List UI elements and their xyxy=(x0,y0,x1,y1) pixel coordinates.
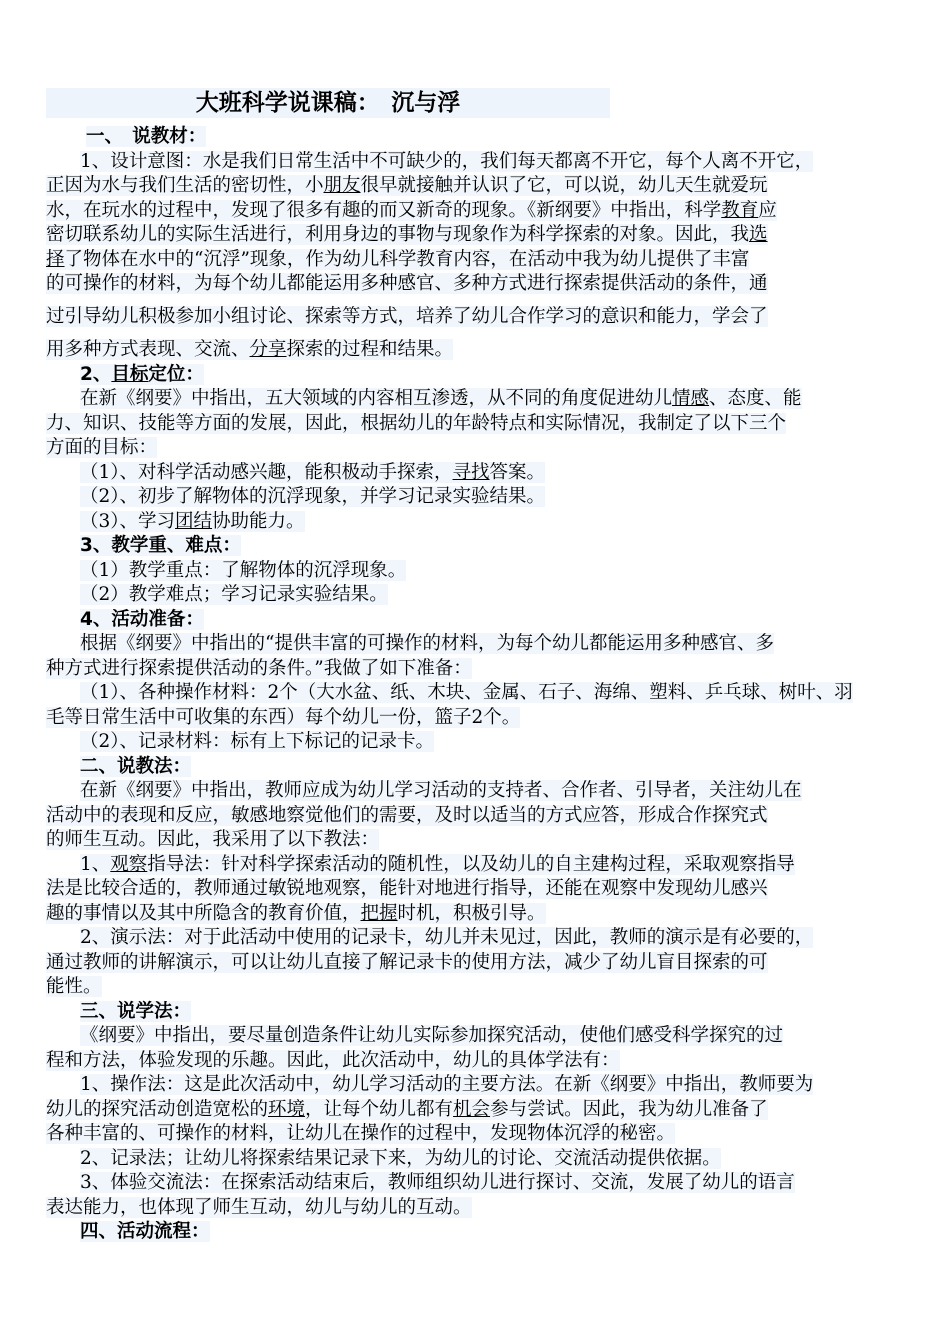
line-text xyxy=(80,682,853,703)
paragraph-line xyxy=(46,1049,910,1073)
text-run: （2）、记录材料：标有上下标记的记录卡。 xyxy=(80,731,435,752)
paragraph-line xyxy=(46,1147,910,1171)
line-text xyxy=(80,1148,721,1169)
underlined-term: 观察 xyxy=(110,853,148,875)
text-run: 水，在玩水的过程中，发现了很多有趣的而又新奇的现象。《新纲要》中指出，科学 xyxy=(46,199,722,221)
text-run: 力、知识、技能等方面的发展，因此，根据幼儿的年龄特点和实际情况，我制定了以下三个 xyxy=(46,412,787,434)
section-heading xyxy=(46,1000,910,1024)
line-text xyxy=(80,462,545,483)
text-run: （1）教学重点：了解物体的沉浮现象。 xyxy=(80,559,407,581)
key-point xyxy=(46,583,910,607)
underlined-term: 寻找 xyxy=(452,461,490,483)
paragraph-line xyxy=(46,387,910,411)
line-text xyxy=(80,1172,795,1193)
underlined-term: 目标 xyxy=(111,363,149,385)
text-run: 四、活动流程： xyxy=(80,1221,210,1242)
text-run: 在新《纲要》中指出，教师应成为幼儿学习活动的支持者、合作者、引导者，关注幼儿在 xyxy=(80,780,802,801)
line-text xyxy=(46,805,768,826)
underlined-term: 情感 xyxy=(672,388,710,409)
text-run: 通过教师的讲解演示，可以让幼儿直接了解记录卡的使用方法，减少了幼儿盲目探索的可 xyxy=(46,951,768,973)
paragraph-line xyxy=(46,975,910,999)
text-run: 很早就接触并认识了它，可以说，幼儿天生就爱玩 xyxy=(360,175,768,196)
line-text xyxy=(46,1197,472,1218)
underlined-term: 机会 xyxy=(453,1098,491,1120)
text-run: 时机，积极引导。 xyxy=(397,902,546,924)
line-text xyxy=(46,413,786,434)
text-run: 过引导幼儿积极参加小组讨论、探索等方式，培养了幼儿合作学习的意识和能力，学会了 xyxy=(46,306,768,327)
line-text xyxy=(80,1001,191,1022)
text-run: 的师生互动。因此，我采用了以下教法： xyxy=(46,829,380,850)
paragraph-line xyxy=(46,248,910,272)
line-text xyxy=(46,175,768,196)
section-heading xyxy=(46,125,910,149)
text-run: 定位： xyxy=(148,363,204,385)
line-text xyxy=(46,658,472,679)
text-run: 协助能力。 xyxy=(212,510,305,532)
paragraph-line xyxy=(46,706,910,730)
text-run: 能性。 xyxy=(46,976,102,997)
paragraph-line xyxy=(46,902,910,926)
line-text xyxy=(80,609,204,630)
line-text xyxy=(46,829,379,850)
underlined-term: 朋友 xyxy=(323,175,361,196)
paragraph-line xyxy=(46,150,910,174)
paragraph-line xyxy=(46,926,910,950)
text-run: 答案。 xyxy=(489,461,546,483)
line-text xyxy=(80,364,204,385)
line-text xyxy=(46,1123,675,1144)
text-run: 应 xyxy=(758,199,777,221)
text-run: 了物体在水中的“沉浮”现象，作为幼儿科学教育内容，在活动中我为幼儿提供了丰富 xyxy=(64,248,750,270)
text-run: （1）、对科学活动感兴趣，能积极动手探索， xyxy=(80,461,453,483)
line-text xyxy=(46,903,546,924)
text-run: ，让每个幼儿都有 xyxy=(305,1098,454,1120)
underlined-term: 环境 xyxy=(268,1098,306,1120)
text-run: 各种丰富的、可操作的材料，让幼儿在操作的过程中，发现物体沉浮的秘密。 xyxy=(46,1123,676,1144)
text-run: 2、 xyxy=(80,363,112,385)
text-run: 三、说学法： xyxy=(80,1000,192,1022)
text-run: 一、 说教材： xyxy=(86,126,207,147)
subsection-heading xyxy=(46,534,910,558)
paragraph-line xyxy=(46,657,910,681)
underlined-term: 教育 xyxy=(721,199,759,221)
text-run: 3、教学重、难点： xyxy=(80,535,241,556)
paragraph-line xyxy=(46,853,910,877)
paragraph-line xyxy=(46,1098,910,1122)
line-text xyxy=(80,486,545,507)
underlined-term: 团结 xyxy=(175,510,213,532)
text-run: 3、体验交流法：在探索活动结束后，教师组织幼儿进行探讨、交流，发展了幼儿的语言 xyxy=(80,1172,795,1193)
goal-item xyxy=(46,485,910,509)
goal-item xyxy=(46,510,910,534)
line-text xyxy=(46,1050,620,1071)
subsection-heading xyxy=(46,608,910,632)
text-run: 正因为水与我们生活的密切性，小 xyxy=(46,175,324,196)
paragraph-line xyxy=(46,1122,910,1146)
line-text xyxy=(80,731,434,752)
paragraph-line xyxy=(46,681,910,705)
text-run: 根据《纲要》中指出的“提供丰富的可操作的材料，为每个幼儿都能运用多种感官、多 xyxy=(80,633,774,654)
text-run: 二、说教法： xyxy=(80,755,192,777)
line-text xyxy=(46,339,453,360)
paragraph-line xyxy=(46,632,910,656)
key-point xyxy=(46,559,910,583)
paragraph-line xyxy=(46,951,910,975)
section-heading xyxy=(46,755,910,779)
line-text xyxy=(80,560,406,581)
paragraph-line xyxy=(46,828,910,852)
text-run: 幼儿的探究活动创造宽松的 xyxy=(46,1098,269,1120)
line-text xyxy=(80,633,774,654)
text-run: 方面的目标： xyxy=(46,437,158,458)
text-run: 活动中的表现和反应，敏感地察觉他们的需要，及时以适当的方式应答，形成合作探究式 xyxy=(46,804,768,826)
paragraph-line xyxy=(46,1196,910,1220)
text-run: 探索的过程和结果。 xyxy=(286,339,454,360)
line-text xyxy=(80,780,802,801)
underlined-term: 把握 xyxy=(360,902,398,924)
text-run: 用多种方式表现、交流、 xyxy=(46,339,250,360)
paragraph-line xyxy=(46,1073,910,1097)
goal-item xyxy=(46,461,910,485)
text-run: 1、 xyxy=(80,853,111,875)
text-run: 《纲要》中指出，要尽量创造条件让幼儿实际参加探究活动，使他们感受科学探究的过 xyxy=(80,1025,784,1046)
paragraph-line xyxy=(46,804,910,828)
line-text xyxy=(46,306,768,327)
line-text xyxy=(46,707,520,728)
line-text xyxy=(46,878,768,899)
paragraph-line xyxy=(46,1171,910,1195)
line-text xyxy=(80,1074,813,1095)
page-title: 大班科学说课稿： 沉与浮 xyxy=(46,88,610,118)
text-run: 表达能力，也体现了师生互动，幼儿与幼儿的互动。 xyxy=(46,1196,472,1218)
paragraph-line xyxy=(46,730,910,754)
line-text xyxy=(80,1221,210,1242)
line-text xyxy=(80,927,813,948)
line-text xyxy=(46,224,768,245)
line-text xyxy=(46,273,768,294)
line-text xyxy=(80,511,305,532)
paragraph-line xyxy=(46,779,910,803)
line-text xyxy=(80,535,241,556)
line-text xyxy=(80,151,813,172)
paragraph-line xyxy=(46,338,910,362)
text-run: 指导法：针对科学探索活动的随机性，以及幼儿的自主建构过程，采取观察指导 xyxy=(147,853,795,875)
paragraph-line xyxy=(46,305,910,329)
section-heading xyxy=(46,1220,910,1244)
line-text xyxy=(86,126,206,147)
text-run: 趣的事情以及其中所隐含的教育价值， xyxy=(46,902,361,924)
line-text xyxy=(46,249,749,270)
underlined-term: 择 xyxy=(46,248,65,270)
paragraph-line xyxy=(46,412,910,436)
text-run: （1）、各种操作材料：2个（大水盆、纸、木块、金属、石子、海绵、塑料、乒乓球、树叶、羽 xyxy=(80,682,853,703)
text-run: 毛等日常生活中可收集的东西）每个幼儿一份，篮子2个。 xyxy=(46,706,521,728)
underlined-term: 分享 xyxy=(249,339,287,360)
line-text xyxy=(46,952,768,973)
paragraph-line xyxy=(46,272,910,296)
line-text xyxy=(80,584,388,605)
paragraph-line xyxy=(46,1024,910,1048)
paragraph-line xyxy=(46,223,910,247)
line-text xyxy=(46,437,157,458)
text-run: 2、演示法：对于此活动中使用的记录卡，幼儿并未见过，因此，教师的演示是有必要的， xyxy=(80,927,814,948)
text-run: 程和方法，体验发现的乐趣。因此，此次活动中，幼儿的具体学法有： xyxy=(46,1049,620,1071)
line-text xyxy=(80,854,795,875)
paragraph-line xyxy=(46,199,910,223)
paragraph-line xyxy=(46,174,910,198)
text-run: 2、记录法；让幼儿将探索结果记录下来，为幼儿的讨论、交流活动提供依据。 xyxy=(80,1147,721,1169)
text-run: 在新《纲要》中指出，五大领域的内容相互渗透，从不同的角度促进幼儿 xyxy=(80,388,673,409)
line-text xyxy=(46,200,777,221)
line-text xyxy=(80,388,802,409)
text-run: 密切联系幼儿的实际生活进行，利用身边的事物与现象作为科学探索的对象。因此，我 xyxy=(46,224,750,245)
paragraph-line xyxy=(46,877,910,901)
text-run: （2）、初步了解物体的沉浮现象，并学习记录实验结果。 xyxy=(80,486,546,507)
text-run: （2）教学难点；学习记录实验结果。 xyxy=(80,584,388,605)
text-run: 的可操作的材料，为每个幼儿都能运用多种感官、多种方式进行探索提供活动的条件，通 xyxy=(46,273,768,294)
text-run: 参与尝试。因此，我为幼儿准备了 xyxy=(490,1098,768,1120)
text-run: 、态度、能 xyxy=(709,388,802,409)
text-run: 种方式进行探索提供活动的条件。”我做了如下准备： xyxy=(46,657,472,679)
paragraph-line xyxy=(46,436,910,460)
text-run: 1、操作法：这是此次活动中，幼儿学习活动的主要方法。在新《纲要》中指出，教师要为 xyxy=(80,1074,814,1095)
text-run: 1、设计意图：水是我们日常生活中不可缺少的，我们每天都离不开它，每个人离不开它， xyxy=(80,150,814,172)
line-text xyxy=(80,756,191,777)
line-text xyxy=(80,1025,783,1046)
text-run: 4、活动准备： xyxy=(80,608,204,630)
subsection-heading xyxy=(46,363,910,387)
text-run: 法是比较合适的，教师通过敏锐地观察，能针对地进行指导，还能在观察中发现幼儿感兴 xyxy=(46,878,768,899)
underlined-term: 选 xyxy=(749,224,768,245)
line-text xyxy=(46,976,102,997)
line-text xyxy=(46,1099,768,1120)
text-run: （3）、学习 xyxy=(80,510,176,532)
